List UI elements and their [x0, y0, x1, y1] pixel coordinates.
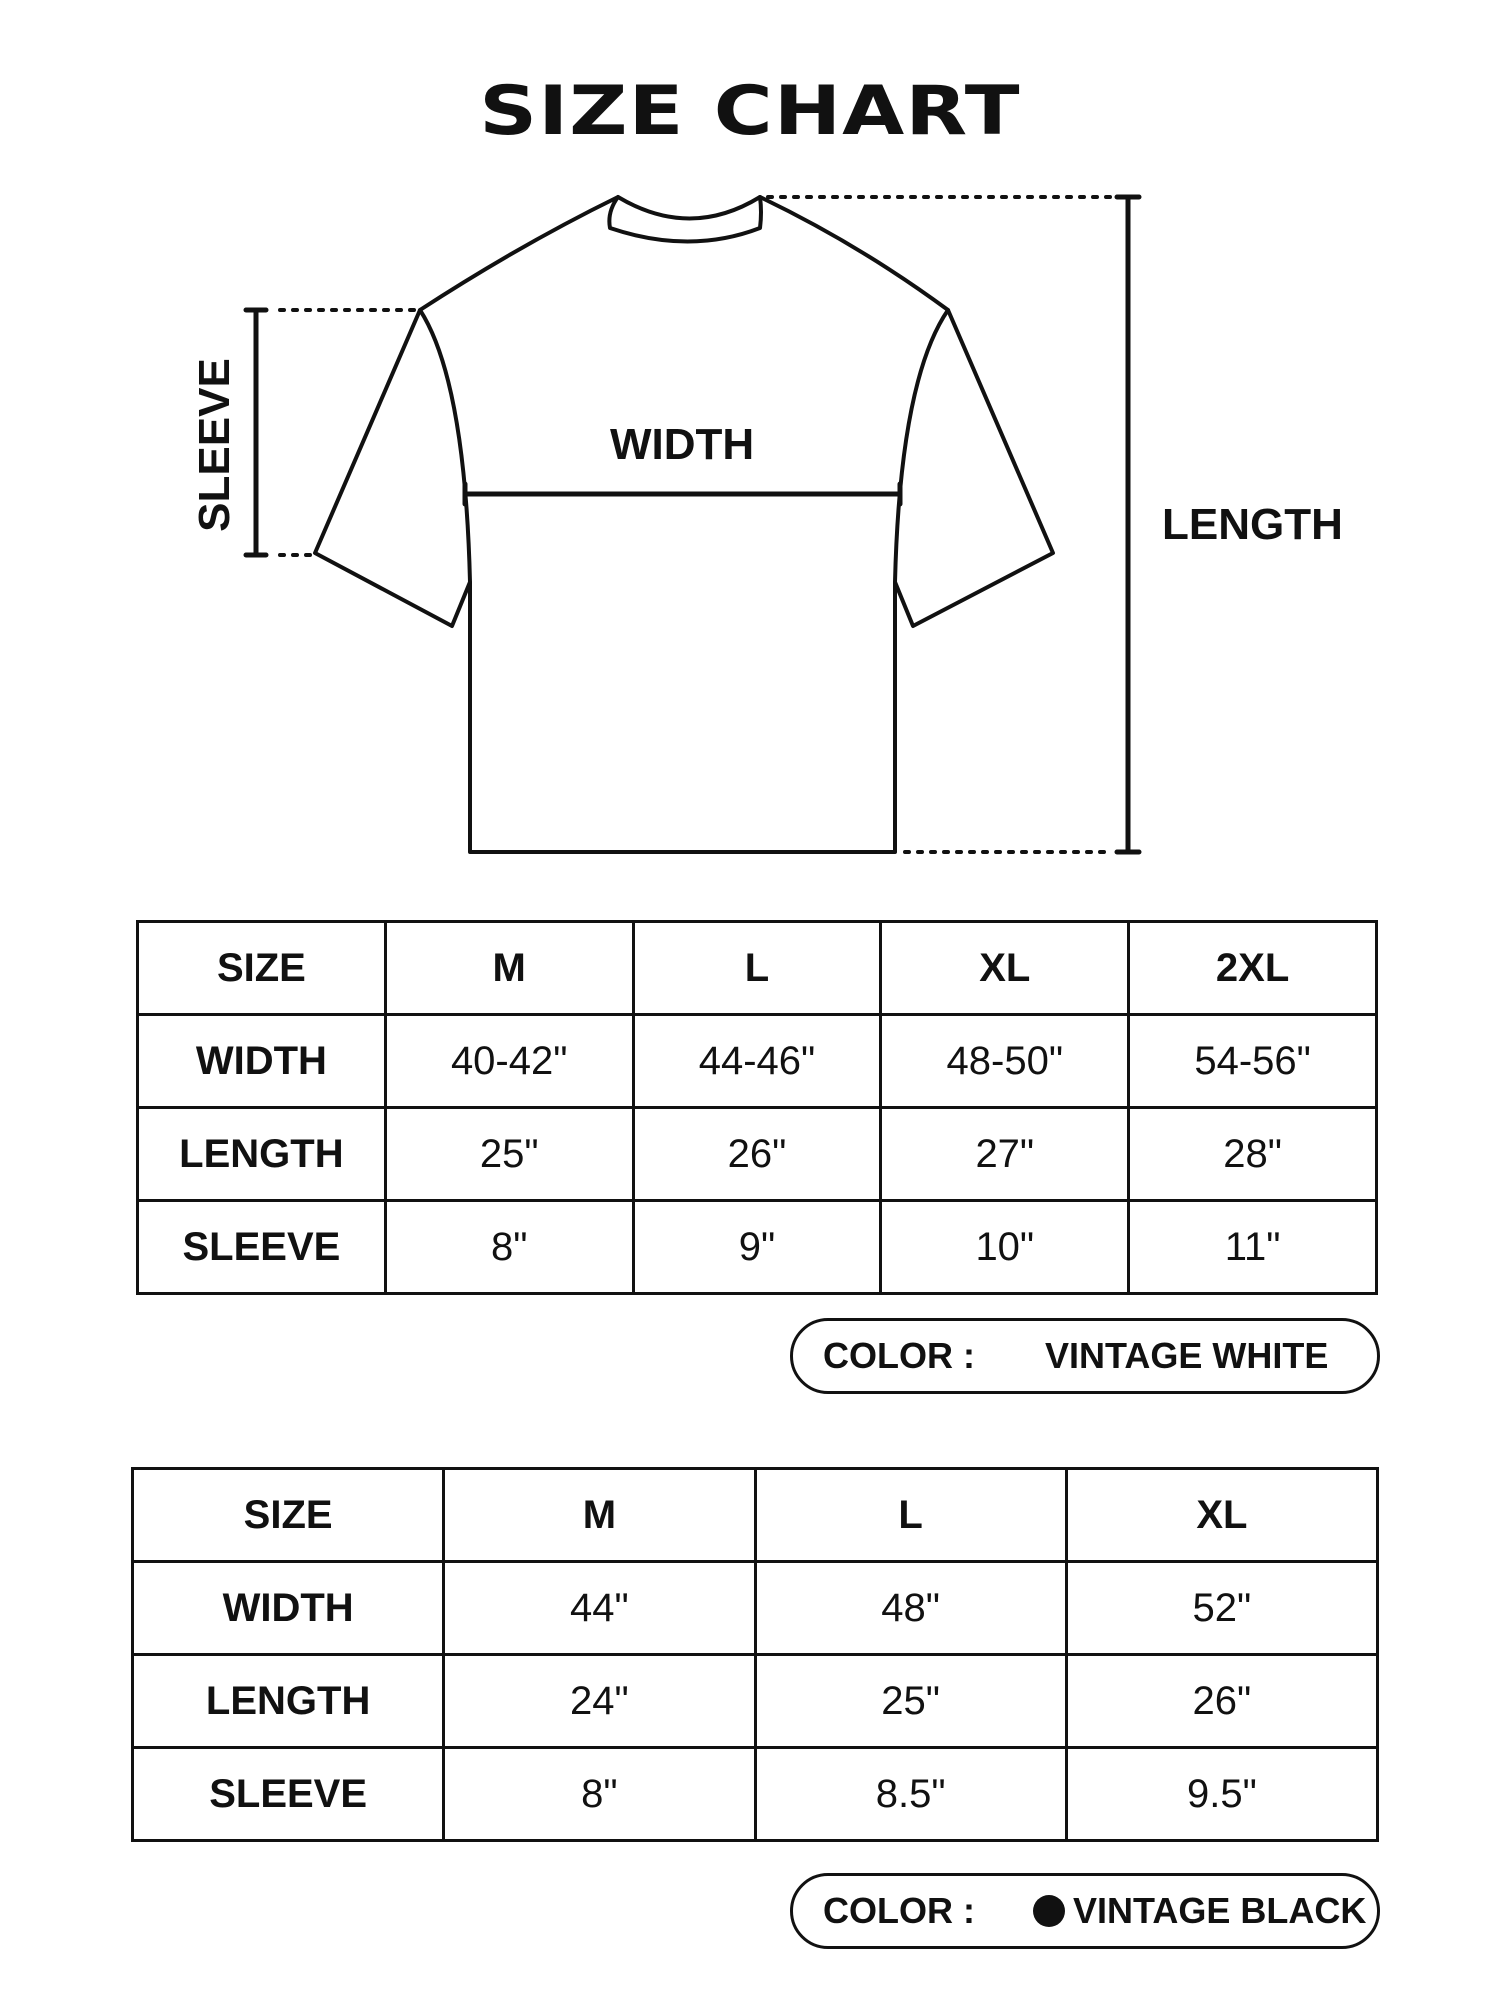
page-title: SIZE CHART: [479, 72, 1021, 151]
table-cell: 48-50": [881, 1015, 1129, 1108]
size-table-vintage-white: [136, 920, 1378, 1295]
table-cell: 9.5": [1066, 1748, 1377, 1841]
header-cell: M: [385, 922, 633, 1015]
table-row: [133, 1562, 1378, 1655]
color-key: COLOR :: [823, 1890, 975, 1931]
row-label-cell: LENGTH: [133, 1655, 444, 1748]
table-cell: 25": [385, 1108, 633, 1201]
table-cell: 26": [1066, 1655, 1377, 1748]
table-header-row: [133, 1469, 1378, 1562]
table-cell: 26": [633, 1108, 881, 1201]
table-row: [133, 1748, 1378, 1841]
table-cell: 44": [444, 1562, 755, 1655]
color-swatch-icon: [1033, 1895, 1065, 1927]
table-cell: 48": [755, 1562, 1066, 1655]
table-cell: 25": [755, 1655, 1066, 1748]
row-label-cell: WIDTH: [133, 1562, 444, 1655]
sleeve-label: SLEEVE: [190, 358, 239, 532]
color-value: VINTAGE BLACK: [1073, 1890, 1367, 1931]
table-cell: 27": [881, 1108, 1129, 1201]
header-cell: XL: [881, 922, 1129, 1015]
table-row: [138, 1015, 1377, 1108]
table-cell: 40-42": [385, 1015, 633, 1108]
width-label: WIDTH: [610, 420, 755, 469]
table-row: [138, 1201, 1377, 1294]
table-cell: 24": [444, 1655, 755, 1748]
table-cell: 28": [1129, 1108, 1377, 1201]
table-cell: 8": [444, 1748, 755, 1841]
size-table-vintage-black: [131, 1467, 1379, 1842]
header-cell: 2XL: [1129, 922, 1377, 1015]
table-header-row: [138, 922, 1377, 1015]
header-cell: L: [755, 1469, 1066, 1562]
row-label-cell: SLEEVE: [138, 1201, 386, 1294]
row-label-cell: LENGTH: [138, 1108, 386, 1201]
header-cell: M: [444, 1469, 755, 1562]
table-cell: 52": [1066, 1562, 1377, 1655]
table-cell: 10": [881, 1201, 1129, 1294]
tshirt-right-seam: [895, 310, 948, 582]
color-value: VINTAGE WHITE: [1045, 1335, 1329, 1376]
length-label: LENGTH: [1162, 500, 1343, 549]
header-cell: L: [633, 922, 881, 1015]
table-cell: 11": [1129, 1201, 1377, 1294]
color-badge-black: [790, 1873, 1380, 1949]
row-label-cell: SLEEVE: [133, 1748, 444, 1841]
table-row: [138, 1108, 1377, 1201]
header-cell: XL: [1066, 1469, 1377, 1562]
table-cell: 44-46": [633, 1015, 881, 1108]
table-cell: 9": [633, 1201, 881, 1294]
color-badge-white: [790, 1318, 1380, 1394]
row-label-cell: WIDTH: [138, 1015, 386, 1108]
tshirt-left-seam: [420, 310, 470, 582]
color-key: COLOR :: [823, 1335, 975, 1376]
table-row: [133, 1655, 1378, 1748]
header-cell: SIZE: [133, 1469, 444, 1562]
table-cell: 8": [385, 1201, 633, 1294]
header-cell: SIZE: [138, 922, 386, 1015]
table-cell: 8.5": [755, 1748, 1066, 1841]
tshirt-outline: [315, 197, 1053, 852]
table-cell: 54-56": [1129, 1015, 1377, 1108]
